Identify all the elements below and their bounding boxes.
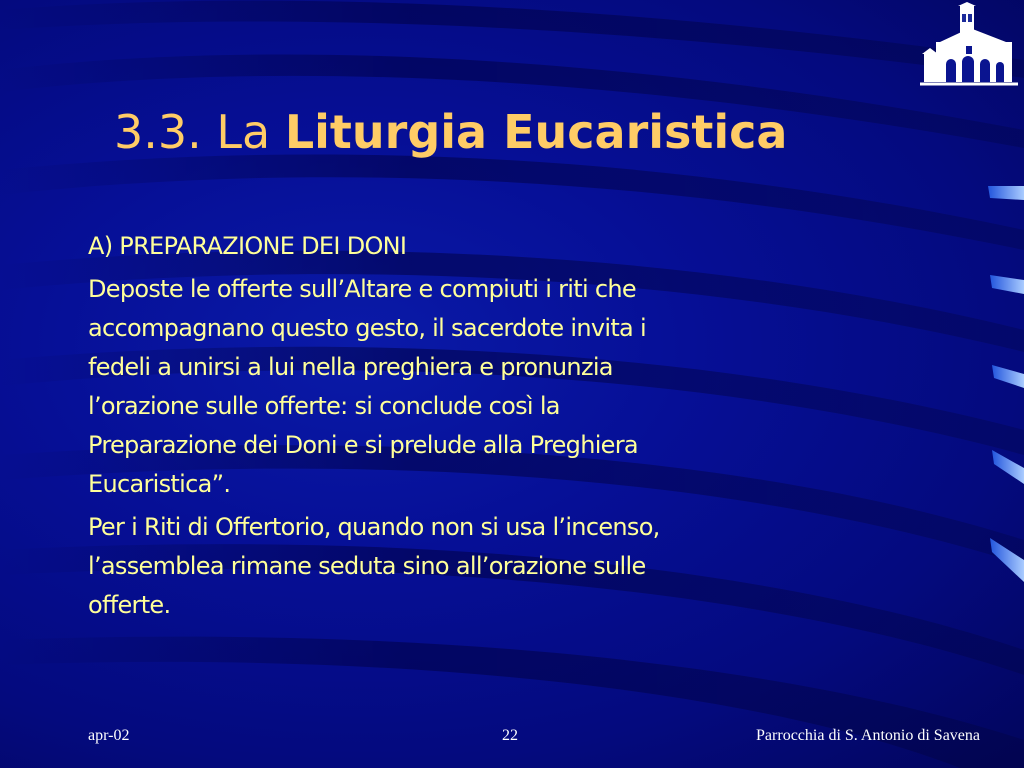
footer-page-number: 22 [502, 727, 518, 744]
church-icon [918, 2, 1022, 88]
body-paragraph: Deposte le offerte sull’Altare e compiuti i riti che accompagnano questo gesto, il sacerdote invita i fedeli a unirsi a lui nella preghiera e pronunzia l’orazione sulle offerte: si conclude così la Preparazione dei Doni e si prelude alla Preghiera Eucaristica”. [88, 275, 646, 498]
footer-date: apr-02 [88, 727, 130, 744]
title-prefix: 3.3. La [114, 105, 285, 159]
footer-organization: Parrocchia di S. Antonio di Savena [756, 727, 980, 744]
body-paragraph: Per i Riti di Offertorio, quando non si usa l’incenso, l’assemblea rimane seduta sino all’orazione sulle offerte. [88, 513, 660, 619]
slide-title [114, 100, 787, 164]
section-heading: A) PREPARAZIONE DEI DONI [88, 232, 407, 260]
slide-body [88, 226, 918, 629]
title-emphasis: Liturgia Eucaristica [284, 105, 788, 159]
